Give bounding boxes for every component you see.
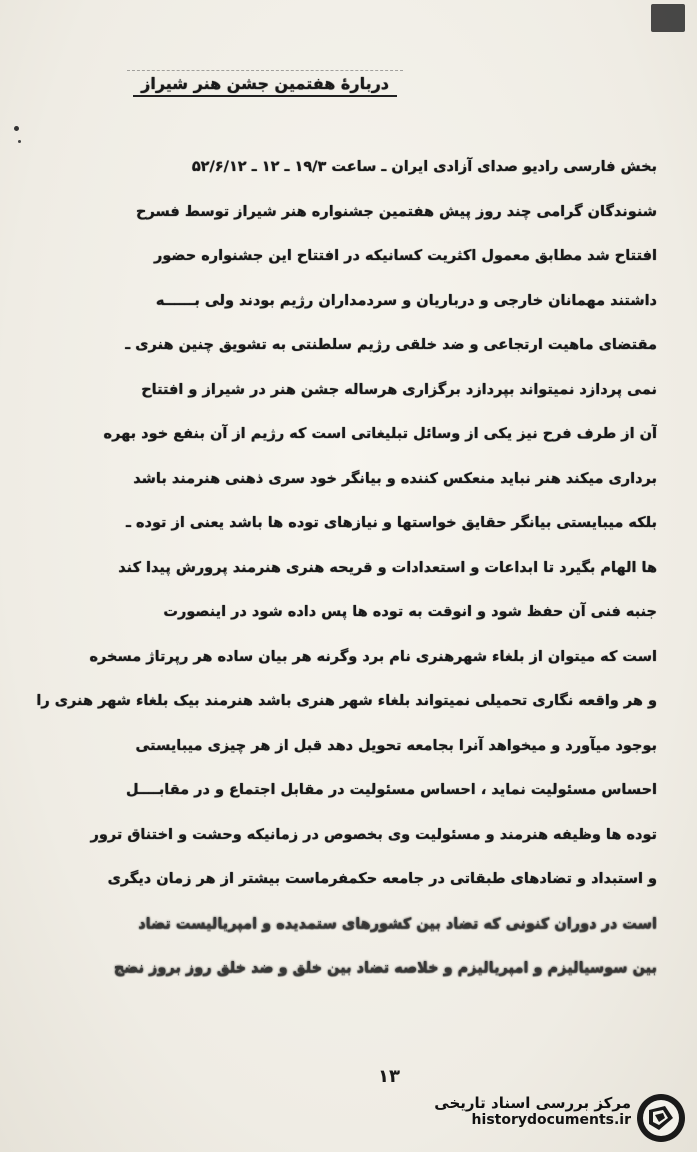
- scan-speck: [18, 140, 21, 143]
- document-header-title: دربارهٔ هفتمین جشن هنر شیراز: [133, 74, 397, 97]
- text-line: بخش فارسی رادیو صدای آزادی ایران ـ ساعت ۱۹/۳ ـ ۱۲ ـ ۵۲/۶/۱۲: [191, 159, 657, 175]
- text-line: افتتاح شد مطابق معمول اکثریت کسانیکه در افتتاح این جشنواره حضور: [153, 248, 657, 264]
- text-line: و استبداد و تضادهای طبقاتی در جامعه حکمفرماست بیشتر از هر زمان دیگری: [107, 871, 657, 887]
- text-line: بوجود میآورد و میخواهد آنرا بجامعه تحویل دهد قبل از هر چیزی میبایستی: [135, 737, 657, 754]
- text-line: مقتضای ماهیت ارتجاعی و ضد خلقی رژیم سلطنتی به تشویق چنین هنری ـ: [125, 337, 657, 353]
- text-line: نمی پردازد نمیتواند بپردازد برگزاری هرساله جشن هنر در شیراز و افتتاح: [141, 381, 657, 398]
- text-line: ها الهام بگیرد تا ابداعات و استعدادات و قریحه هنری هنرمند پرورش پیدا کند: [118, 559, 657, 576]
- text-line: برداری میکند هنر نباید منعکس کننده و بیانگر خود سری ذهنی هنرمند باشد: [133, 470, 657, 487]
- document-body: [22, 145, 657, 991]
- watermark-url: historydocuments.ir: [471, 1112, 631, 1128]
- text-line: و هر واقعه نگاری تحمیلی نمیتواند بلغاء شهر هنری باشد هنرمند بیک بلغاء شهر هنری را: [36, 693, 657, 709]
- text-line: احساس مسئولیت نماید ، احساس مسئولیت در مقابل اجتماع و در مقابــــل: [126, 782, 657, 798]
- text-line: جنبه فنی آن حفظ شود و انوقت به توده ها پس داده شود در اینصورت: [163, 604, 657, 620]
- scan-speck: [14, 126, 19, 131]
- text-line: داشتند مهمانان خارجی و درباریان و سردمداران رژیم بودند ولی بــــــه: [155, 292, 657, 309]
- text-line: است که میتوان از بلغاء شهرهنری نام برد وگرنه هر بیان ساده هر رپرتاژ مسخره: [89, 648, 657, 665]
- scan-corner-mark: [651, 4, 685, 32]
- text-line: بلکه میبایستی بیانگر حقایق خواستها و نیازهای توده ها باشد یعنی از توده ـ: [125, 515, 657, 531]
- text-line: است در دوران کنونی که تضاد بین کشورهای ستمدیده و امپریالیست تضاد: [138, 915, 657, 932]
- text-line: توده ها وظیفه هنرمند و مسئولیت وی بخصوص در زمانیکه وحشت و اختناق ترور: [90, 826, 657, 843]
- archive-logo-icon: [635, 1092, 687, 1144]
- watermark-title: مرکز بررسی اسناد تاریخی: [434, 1094, 631, 1112]
- watermark: [434, 1094, 631, 1128]
- text-line: آن از طرف فرح نیز یکی از وسائل تبلیغاتی است که رژیم از آن بنفع خود بهره: [103, 426, 657, 442]
- text-line: بین سوسیالیزم و امپریالیزم و خلاصه تضاد بین خلق و ضد خلق روز بروز نضج: [113, 960, 657, 976]
- page-number: ۱۳: [378, 1066, 400, 1087]
- text-line: شنوندگان گرامی چند روز پیش هفتمین جشنواره هنر شیراز توسط فسرح: [136, 203, 657, 220]
